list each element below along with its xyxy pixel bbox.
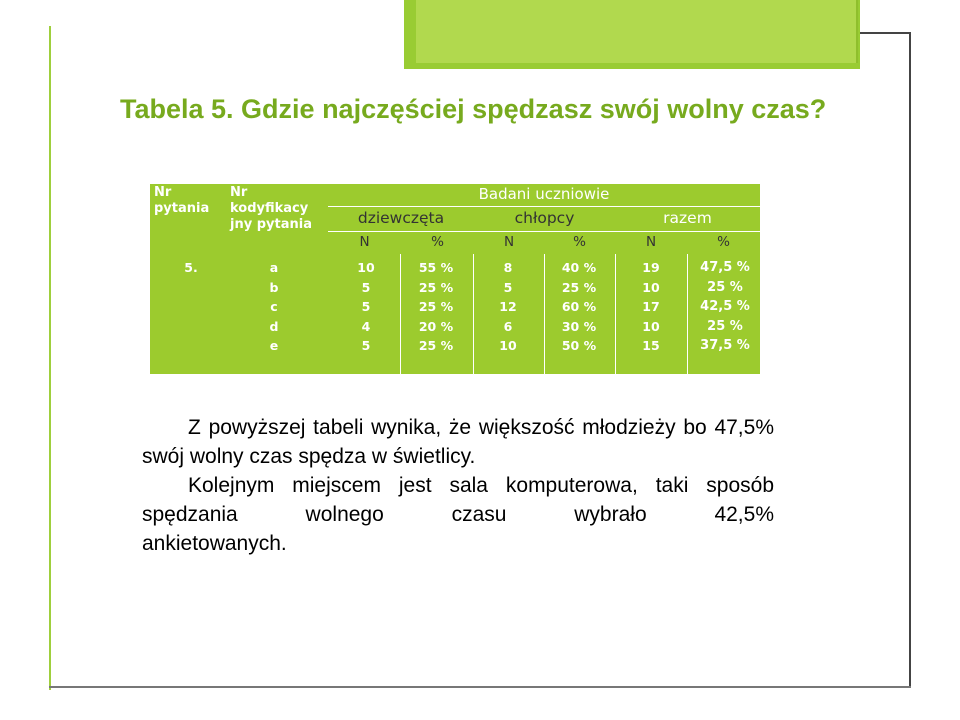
value-cell: 60 % — [561, 299, 597, 314]
code-cell: d — [269, 318, 279, 334]
value-cell: 20 % — [418, 318, 454, 334]
header-nr-pytania: Nr pytania — [154, 185, 210, 216]
value-cell: 25 % — [418, 279, 454, 295]
subheader-boys-pct: % — [573, 234, 586, 250]
value-cell: 5 — [361, 299, 371, 314]
subheader-total-pct: % — [717, 234, 730, 250]
group-chlopcy: chłopcy — [514, 209, 575, 227]
value-cell: 25 % — [707, 279, 743, 295]
header-accent-bar-inner — [416, 0, 858, 63]
subheader-girls-pct: % — [431, 234, 444, 250]
code-cell: e — [269, 338, 279, 353]
boys-pct-column — [549, 258, 609, 356]
col-separator — [473, 254, 474, 374]
value-cell: 4 — [361, 318, 371, 334]
summary-text — [142, 413, 774, 558]
value-cell: 10 — [499, 338, 517, 353]
total-pct-column — [692, 258, 758, 356]
value-cell: 25 % — [418, 338, 454, 353]
value-cell: 40 % — [561, 260, 597, 275]
value-cell: 6 — [503, 318, 513, 334]
subheader-girls-n: N — [359, 234, 370, 250]
summary-paragraph-1: Z powyższej tabeli wynika, że większość młodzieży bo 47,5% swój wolny czas spędza w świetlicy. — [142, 416, 774, 468]
codes-column — [254, 258, 294, 356]
value-cell: 12 — [499, 299, 517, 314]
summary-paragraph-2-end: ankietowanych. — [142, 532, 287, 555]
value-cell: 50 % — [561, 338, 597, 353]
subheader-total-n: N — [645, 234, 657, 250]
header-divider-2 — [328, 231, 760, 232]
value-cell: 17 — [642, 299, 660, 314]
col-separator — [544, 254, 545, 374]
value-cell: 55 % — [418, 260, 454, 275]
value-cell: 15 — [642, 338, 660, 353]
total-n-column — [631, 258, 671, 356]
value-cell: 10 — [357, 260, 375, 275]
code-cell: a — [269, 260, 279, 275]
subheader-boys-n: N — [503, 234, 515, 250]
value-cell: 10 — [642, 318, 660, 334]
code-cell: b — [269, 279, 279, 295]
value-cell: 5 — [503, 279, 513, 295]
header-group-title: Badani uczniowie — [478, 185, 610, 203]
group-razem: razem — [663, 209, 712, 227]
value-cell: 5 — [361, 338, 371, 353]
value-cell: 5 — [361, 279, 371, 295]
col-separator — [687, 254, 688, 374]
girls-n-column — [346, 258, 386, 356]
frame-right-line — [909, 32, 911, 686]
col-separator — [615, 254, 616, 374]
summary-paragraph-2-line: Kolejnym miejscem jest sala komputerowa, taki sposób spędzania wolnego czasu wybrało 42,5% — [142, 474, 774, 526]
value-cell: 25 % — [418, 299, 454, 314]
value-cell: 42,5 % — [700, 299, 750, 314]
value-cell: 30 % — [561, 318, 597, 334]
frame-left-line — [49, 26, 51, 690]
value-cell: 47,5 % — [700, 260, 750, 275]
slide-title: Tabela 5. Gdzie najczęściej spędzasz swój wolny czas? — [120, 94, 827, 124]
value-cell: 8 — [503, 260, 513, 275]
value-cell: 37,5 % — [700, 338, 750, 353]
summary-paragraph-2 — [142, 471, 774, 558]
header-nr-kodyfikacyjny: Nr kodyfikacy jny pytania — [230, 185, 312, 232]
value-cell: 25 % — [707, 318, 743, 334]
group-dziewczeta: dziewczęta — [357, 209, 445, 227]
code-cell: c — [270, 299, 278, 314]
value-cell: 25 % — [561, 279, 597, 295]
frame-bottom-line — [49, 686, 911, 688]
frame-top-right-line — [860, 32, 911, 34]
value-cell: 19 — [642, 260, 660, 275]
question-number: 5. — [184, 260, 198, 275]
col-separator — [400, 254, 401, 374]
girls-pct-column — [406, 258, 466, 356]
survey-table — [150, 184, 760, 374]
boys-n-column — [488, 258, 528, 356]
value-cell: 10 — [642, 279, 660, 295]
